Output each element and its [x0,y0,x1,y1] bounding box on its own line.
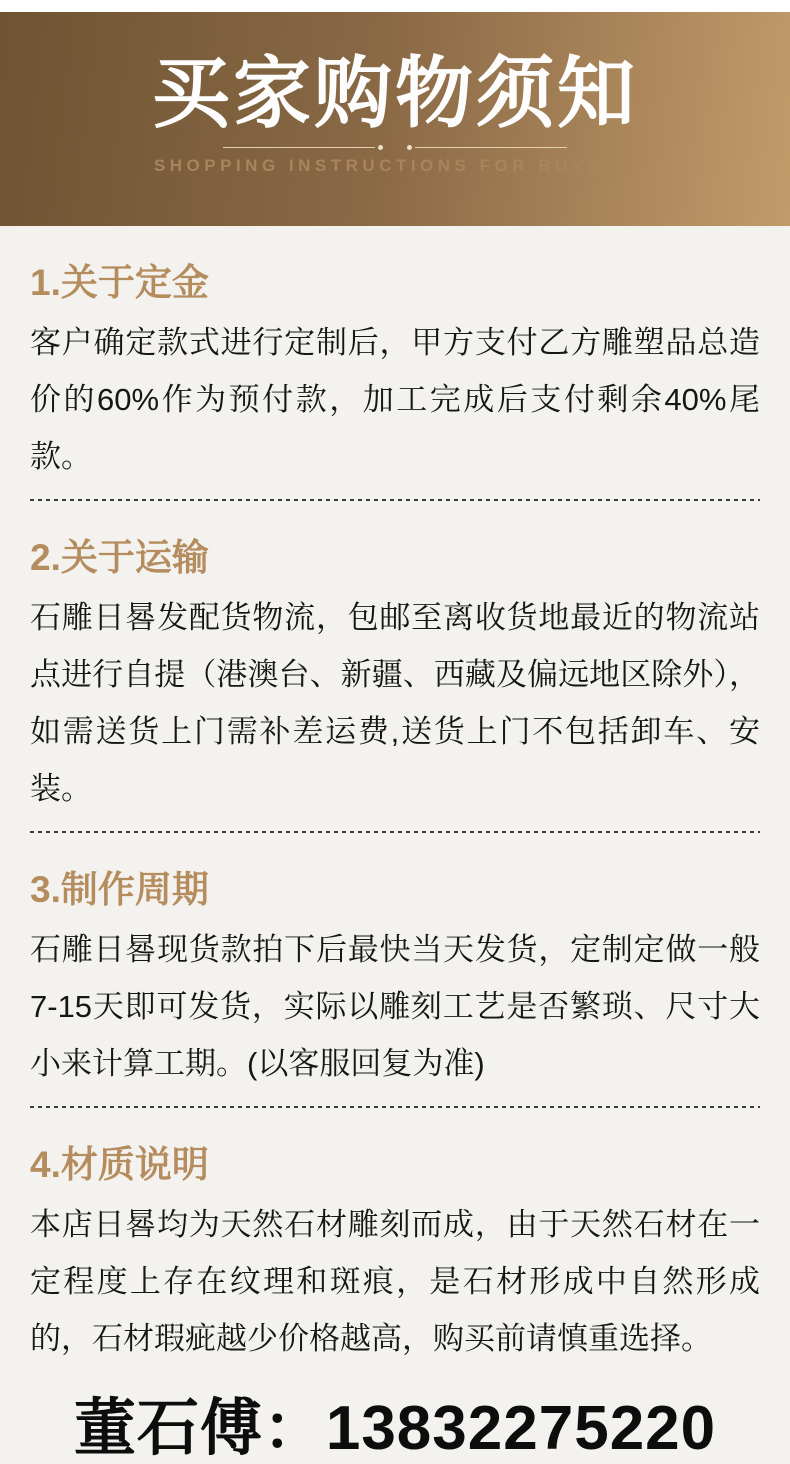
section-heading: 4.材质说明 [30,1144,209,1185]
section-material [30,1108,760,1367]
contact-phone: 董石傅：13832275220 [73,1394,717,1463]
page-subtitle: SHOPPING INSTRUCTIONS FOR BUYERS [153,156,637,175]
divider-dot-right [407,145,412,150]
section-body: 客户确定款式进行定制后，甲方支付乙方雕塑品总造价的60%作为预付款，加工完成后支付剩余40%尾款。 [30,325,760,474]
divider-line-right [415,147,567,148]
divider-line-left [223,147,375,148]
section-production-cycle [30,833,760,1108]
top-white-strip [0,0,790,12]
section-heading: 3.制作周期 [30,869,209,910]
section-body: 石雕日晷现货款拍下后最快当天发货，定制定做一般7-15天即可发货，实际以雕刻工艺是否繁琐、尺寸大小来计算工期。(以客服回复为准) [30,932,760,1081]
section-heading: 2.关于运输 [30,537,209,578]
header-banner [0,12,790,226]
title-divider [223,145,567,150]
section-body: 本店日晷均为天然石材雕刻而成，由于天然石材在一定程度上存在纹理和斑痕，是石材形成中自然形成的，石材瑕疵越少价格越高，购买前请慎重选择。 [30,1207,760,1356]
section-shipping [30,501,760,833]
divider-dot-left [378,145,383,150]
page-title: 买家购物须知 [151,49,638,137]
section-heading: 1.关于定金 [30,262,209,303]
section-body: 石雕日晷发配货物流，包邮至离收货地最近的物流站点进行自提（港澳台、新疆、西藏及偏远地区除外），如需送货上门需补差运费,送货上门不包括卸车、安装。 [30,600,760,806]
notice-content [0,226,790,1464]
section-deposit [30,226,760,501]
